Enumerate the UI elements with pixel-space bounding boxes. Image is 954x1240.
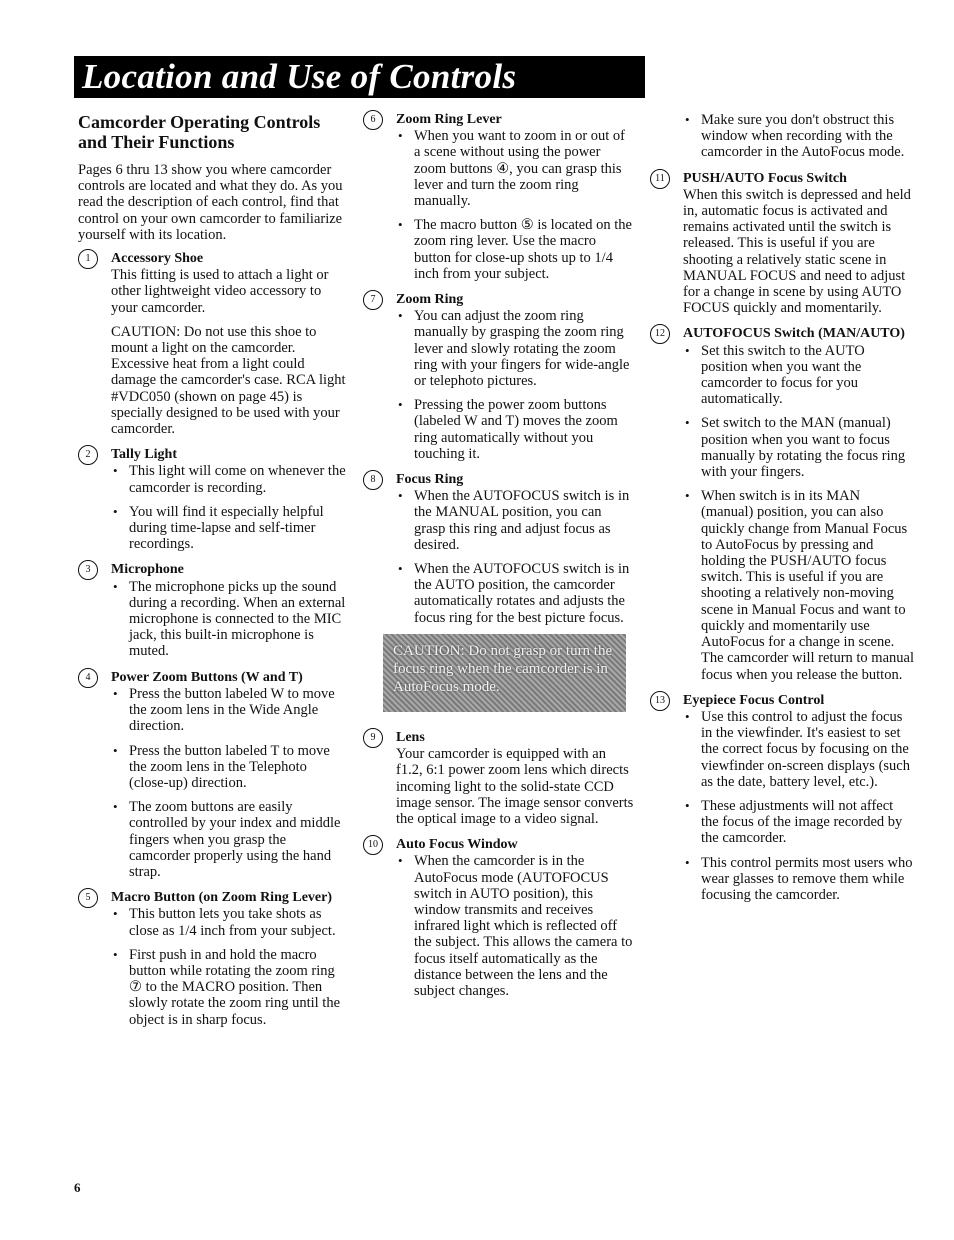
item-title: Accessory Shoe [111,251,204,267]
item-title: AUTOFOCUS Switch (MAN/AUTO) [683,326,905,342]
bullet-item: • When you want to zoom in or out of a scene without using the power zoom buttons ④, you can grasp this lever and turn the zoom ring manually. [396,128,635,209]
control-push-auto-switch [650,171,914,317]
bullet-item: • The zoom buttons are easily controlled by your index and middle fingers when you grasp the camcorder properly using the hand strap. [111,799,346,880]
item-title: Microphone [111,562,184,578]
item-title: PUSH/AUTO Focus Switch [683,170,847,186]
control-microphone [78,562,346,659]
item-title: Lens [396,729,425,745]
control-zoom-ring [363,292,635,462]
control-focus-ring [363,472,635,712]
item-number-icon: 8 [363,470,383,490]
bullet-item: • Pressing the power zoom buttons (labeled W and T) moves the zoom ring automatically without you touching it. [396,397,635,462]
control-zoom-ring-lever [363,112,635,282]
control-power-zoom-buttons [78,670,346,880]
column-middle [363,112,635,1009]
bullet-item: • Use this control to adjust the focus in the viewfinder. It's easiest to set the correct focus by focusing on the viewfinder on-screen displays (such as the date, battery level, etc.). [683,709,914,790]
item-number-icon: 10 [363,835,383,855]
bullet-item: • When the AUTOFOCUS switch is in the MANUAL position, you can grasp this ring and adjust focus as desired. [396,488,635,553]
caution-text: CAUTION: Do not use this shoe to mount a light on the camcorder. Excessive heat from a light could damage the camcorder's case. RCA light #VDC050 (shown on page 45) is specially designed to be used with your camcorder. [111,323,346,438]
item-title: Zoom Ring Lever [396,112,502,127]
item-number-icon: 13 [650,691,670,711]
bullet-item: • Set switch to the MAN (manual) position when you want to focus manually by rotating the focus ring with your fingers. [683,415,914,480]
bullet-item: • These adjustments will not affect the focus of the image recorded by the camcorder. [683,798,914,847]
bullet-item: • Press the button labeled W to move the zoom lens in the Wide Angle direction. [111,686,346,735]
bullet-item: • Press the button labeled T to move the zoom lens in the Telephoto (close-up) direction. [111,743,346,792]
item-number-icon: 2 [78,445,98,465]
bullet-item: • Set this switch to the AUTO position when you want the camcorder to focus for you automatically. [683,343,914,408]
bullet-item: • The macro button ⑤ is located on the zoom ring lever. Use the macro button for close-up shots up to 1/4 inch from your subject. [396,217,635,282]
bullet-item: • This control permits most users who wear glasses to remove them while focusing the camcorder. [683,855,914,904]
item-number-icon: 9 [363,728,383,748]
bullet-item: • Make sure you don't obstruct this window when recording with the camcorder in the AutoFocus mode. [683,112,914,161]
bullet-item: • This light will come on whenever the camcorder is recording. [111,463,346,495]
control-lens [363,730,635,827]
bullet-item: • This button lets you take shots as close as 1/4 inch from your subject. [111,906,346,938]
bullet-item: • The microphone picks up the sound during a recording. When an external microphone is connected to the MIC jack, this built-in microphone is muted. [111,579,346,660]
item-body: This fitting is used to attach a light or other lightweight video accessory to your camcorder. [111,267,329,316]
bullet-item: • You will find it especially helpful during time-lapse and self-timer recordings. [111,504,346,553]
bullet-item: • When the AUTOFOCUS switch is in the AUTO position, the camcorder automatically rotates and adjusts the focus ring for the best picture focus. [396,561,635,626]
intro-paragraph: Pages 6 thru 13 show you where camcorder controls are located and what they do. As you read the description of each control, find that control on your own camcorder to familiarize yourself with its location. [78,162,343,243]
page-title: Location and Use of Controls [82,57,517,96]
item-number-icon: 4 [78,668,98,688]
item-title: Auto Focus Window [396,837,518,853]
page-number: 6 [74,1180,81,1195]
item-number-icon: 5 [78,888,98,908]
item-number-icon: 7 [363,290,383,310]
item-number-icon: 3 [78,560,98,580]
item-title: Eyepiece Focus Control [683,692,825,708]
item-title: Tally Light [111,447,178,463]
item-number-icon: 1 [78,249,98,269]
bullet-item: • When switch is in its MAN (manual) position, you can also quickly change from Manual Focus to AutoFocus by pressing and holding the PUSH/AUTO focus switch. This is useful if you are shooting a relatively non-moving scene in Manual Focus and want to quickly and momentarily use AutoFocus for a change in scene. The camcorder will return to manual focus when you release the button. [683,488,914,682]
item-number-icon: 11 [650,169,670,189]
page-banner [74,56,645,98]
control-auto-focus-window [363,837,635,999]
item-title: Zoom Ring [396,292,464,308]
item-title: Power Zoom Buttons (W and T) [111,669,303,685]
column-left [78,112,346,1038]
item-body: When this switch is depressed and held in, automatic focus is activated and remains activated until the switch is released. This is useful if you are shooting a relatively static scene in MANUAL FOCUS and need to adjust for a change in scene by using AUTO FOCUS quickly and momentarily. [683,186,911,317]
control-accessory-shoe [78,251,346,437]
caution-box: CAUTION: Do not grasp or turn the focus ring when the camcorder is in AutoFocus mode. [383,634,626,712]
bullet-item: • You can adjust the zoom ring manually by grasping the zoom ring lever and slowly rotating the zoom ring with your fingers for wide-angle or telephoto pictures. [396,308,635,389]
control-eyepiece-focus [650,693,914,903]
item-number-icon: 12 [650,324,670,344]
item-title: Macro Button (on Zoom Ring Lever) [111,890,332,906]
section-title: Camcorder Operating Controls and Their Functions [78,112,321,152]
item-number-icon: 6 [363,110,383,130]
column-right [650,112,914,913]
bullet-item: • When the camcorder is in the AutoFocus mode (AUTOFOCUS switch in AUTO position), this window transmits and receives infrared light which is reflected off the subject. This allows the camera to focus itself automatically as the distance between the lens and the subject changes. [396,853,635,999]
bullet-item: • First push in and hold the macro button while rotating the zoom ring ⑦ to the MACRO position. Then slowly rotate the zoom ring until the object is in sharp focus. [111,947,346,1028]
item-body: Your camcorder is equipped with an f1.2, 6:1 power zoom lens which directs incoming light to the solid-state CCD image sensor. The image sensor converts the optical image to a video signal. [396,746,634,827]
control-tally-light [78,447,346,552]
control-autofocus-switch [650,326,914,682]
item-title: Focus Ring [396,472,464,488]
control-macro-button [78,890,346,1028]
